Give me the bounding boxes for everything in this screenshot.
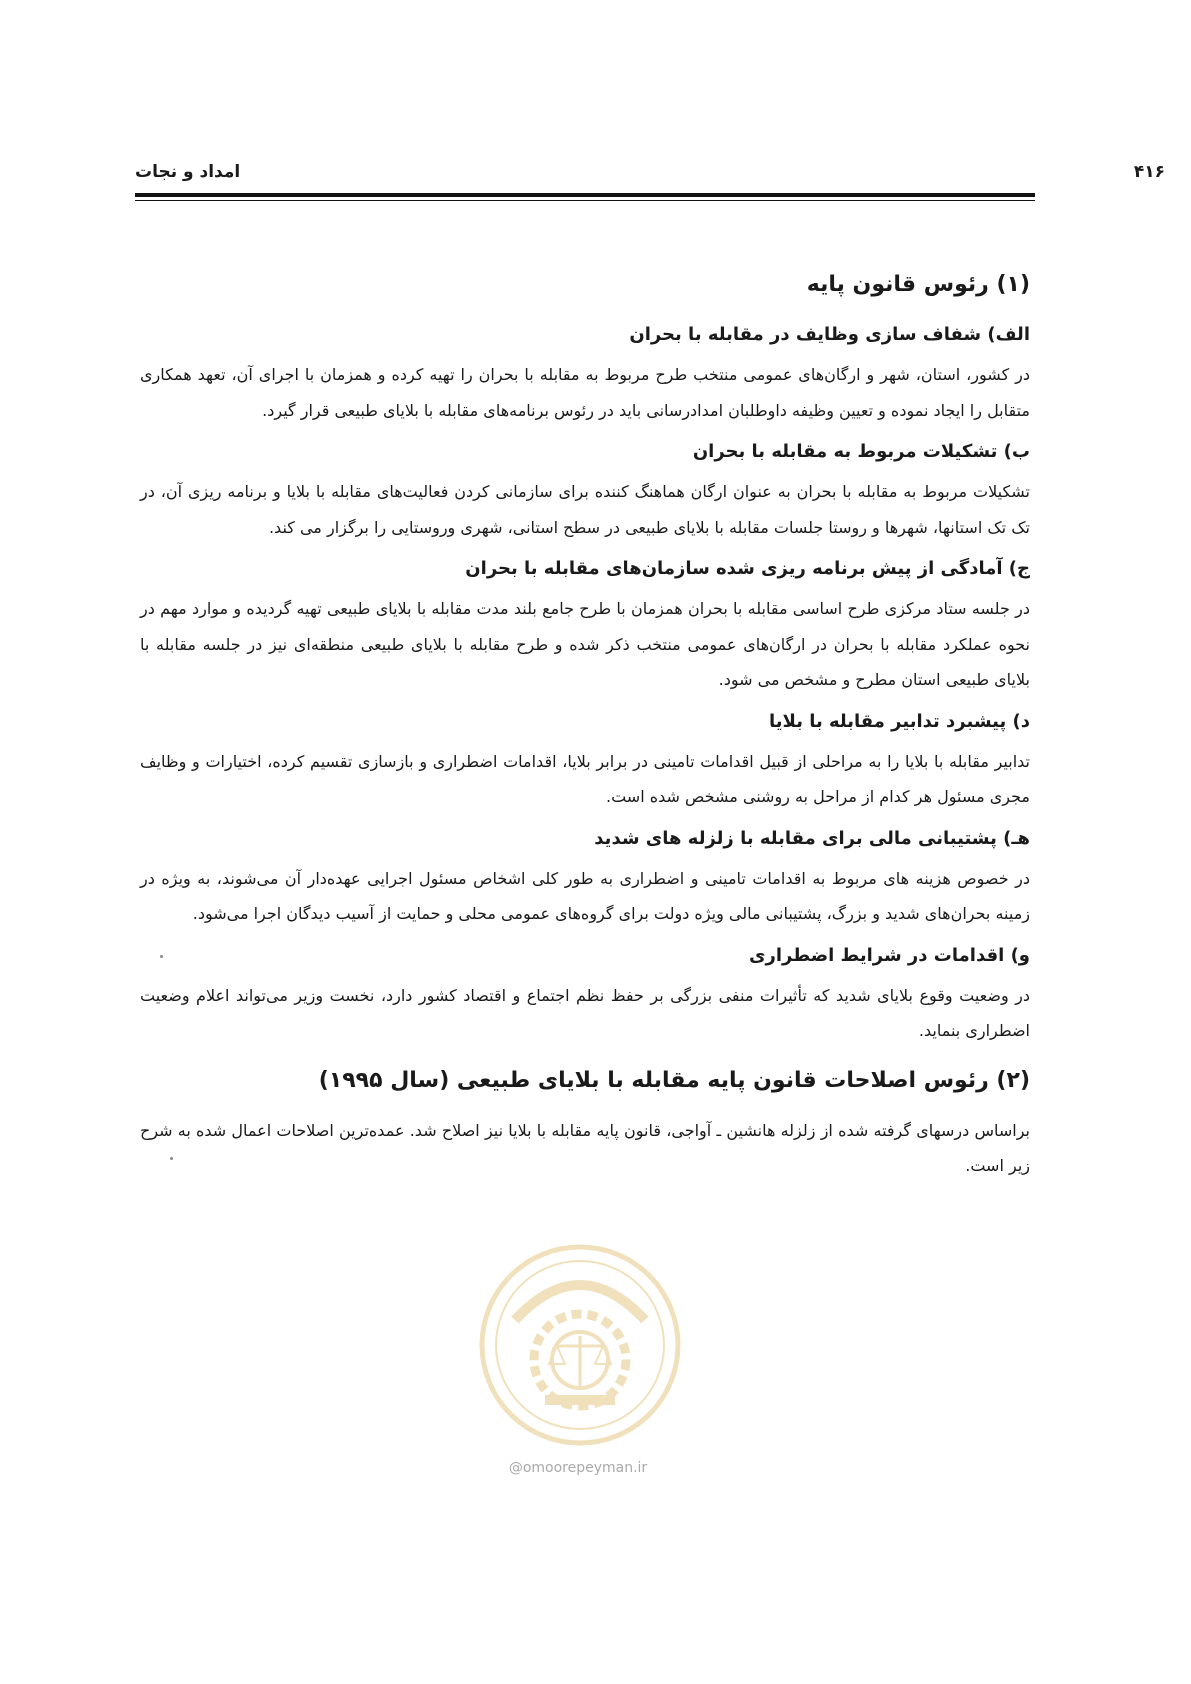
paragraph: در کشور، استان، شهر و ارگان‌های عمومی منتخب طرح مربوط به مقابله با بحران را تهیه کرده و همزمان با اجرای آن، تعهد همکاری متقابل را ایجاد نموده و تعیین وظیفه داوطلبان امدادرسانی باید در رئوس برنامه‌های مقابله با بلایای طبیعی قرار گیرد. bbox=[140, 365, 1030, 420]
watermark-url: @omoorepeyman.ir bbox=[508, 1460, 648, 1476]
page-number: ۴۱۶ bbox=[1133, 162, 1165, 182]
subsection-heading: د) پیشبرد تدابیر مقابله با بلایا bbox=[769, 710, 1030, 732]
document-body bbox=[140, 265, 1030, 1190]
paragraph: تشکیلات مربوط به مقابله با بحران به عنوان ارگان هماهنگ کننده برای سازمانی کردن فعالیت‌های مقابله با بلایا و برنامه ریزی آن، در تک تک استانها، شهرها و روستا جلسات مقابله با بلایای طبیعی در سطح استانی، شهری وروستایی را برگزار می کند. bbox=[140, 482, 1030, 537]
subsection-heading: و) اقدامات در شرایط اضطراری bbox=[748, 944, 1030, 966]
subsection-heading: ب) تشکیلات مربوط به مقابله با بحران bbox=[692, 441, 1030, 462]
subsection-heading: هـ) پشتیبانی مالی برای مقابله با زلزله های شدید bbox=[594, 827, 1030, 849]
paragraph: در خصوص هزینه های مربوط به اقدامات تامینی و اضطراری به طور کلی اشخاص مسئول اجرایی عهده‌دار آن می‌شوند، به ویژه در زمینه بحران‌های شدید و بزرگ، پشتیبانی مالی ویژه دولت برای گروه‌های عمومی محلی و حمایت از آسیب دیدگان اجرا می‌شود. bbox=[140, 868, 1030, 923]
speck bbox=[170, 1157, 173, 1160]
subsection-heading: ج) آمادگی از پیش برنامه ریزی شده سازمان‌های مقابله با بحران bbox=[465, 558, 1030, 579]
section-heading: (۱) رئوس قانون پایه bbox=[806, 272, 1030, 297]
header-rule-thin bbox=[135, 200, 1035, 201]
paragraph: در وضعیت وقوع بلایای شدید که تأثیرات منفی بزرگی بر حفظ نظم اجتماع و اقتصاد کشور دارد، نخست وزیر می‌تواند اعلام وضعیت اضطراری بنماید. bbox=[140, 985, 1030, 1040]
speck bbox=[160, 955, 163, 958]
header-rule-thick bbox=[135, 193, 1035, 197]
page-header bbox=[135, 150, 1165, 192]
running-title: امداد و نجات bbox=[135, 162, 241, 182]
paragraph: در جلسه ستاد مرکزی طرح اساسی مقابله با بحران همزمان با طرح جامع بلند مدت مقابله با بلایای طبیعی تهیه گردیده و موارد مهم در نحوه عملکرد مقابله با بحران در ارگان‌های عمومی منتخب ذکر شده و طرح مقابله با بلایای طبیعی منطقه‌ای نیز در جلسه مقابله با بلایای طبیعی استان مطرح و مشخص می شود. bbox=[140, 599, 1030, 689]
paragraph: تدابیر مقابله با بلایا را به مراحلی از قبیل اقدامات تامینی در برابر بلایا، اقدامات اضطراری و بازسازی تقسیم کرده، اختیارات و وظایف مجری مسئول هر کدام از مراحل به روشنی مشخص شده است. bbox=[140, 751, 1030, 806]
watermark-seal-icon bbox=[475, 1240, 685, 1450]
paragraph: براساس درسهای گرفته شده از زلزله هانشین ـ آواجی، قانون پایه مقابله با بلایا نیز اصلاح شد. عمده‌ترین اصلاحات اعمال شده به شرح زیر است. bbox=[140, 1120, 1030, 1175]
section-heading: (۲) رئوس اصلاحات قانون پایه مقابله با بلایای طبیعی (سال ۱۹۹۵) bbox=[318, 1067, 1030, 1093]
subsection-heading: الف) شفاف سازی وظایف در مقابله با بحران bbox=[629, 324, 1030, 345]
